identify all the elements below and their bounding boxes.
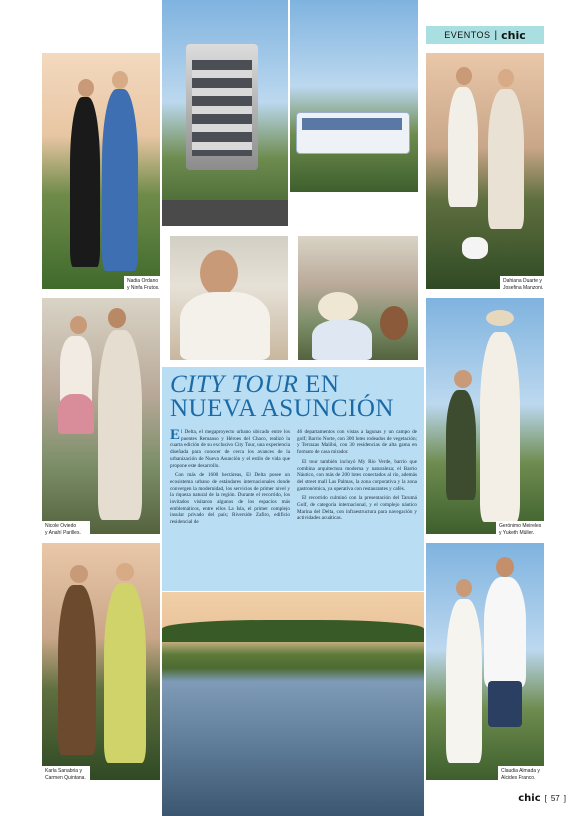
- person-figure: [488, 89, 524, 229]
- footer-bracket: [: [544, 794, 547, 803]
- photo-bus-passengers: [298, 236, 418, 360]
- photo-caption: Dahiana Duarte y Josefina Manzoni.: [500, 276, 550, 293]
- building-windows: [192, 60, 252, 156]
- person-head: [456, 579, 472, 597]
- person-head: [78, 79, 94, 97]
- person-head: [456, 67, 472, 85]
- title-line-2: NUEVA ASUNCIÓN: [170, 395, 394, 422]
- title-rest: EN: [298, 371, 340, 398]
- photo-lake: [162, 592, 424, 816]
- person-figure: [104, 583, 146, 763]
- article-paragraph: El tour también incluyó My Río Verde, barrio que combina arquitectura moderna y naturaleza; el Barrio Náutico, con más de 200 lotes conectados al río, además del street mall Las Palmas, la zona corporativa y la zona gastronómica, ya operativa con restaurantes y cafés.: [297, 458, 417, 492]
- article-title: [170, 373, 420, 421]
- photo-caption: Nadia Ordano y Ninfa Frutos.: [124, 276, 166, 293]
- title-italic: CITY TOUR: [170, 371, 299, 398]
- article-panel: [162, 367, 424, 591]
- article-paragraph: El recorrido culminó con la presentación del Tarumá Golf, de categoría internacional, y el complejo náutico Marina del Delta, con infraestructura para navegación y actividades acuáticas.: [297, 495, 417, 522]
- person-figure: [180, 292, 270, 360]
- drop-cap: E: [170, 427, 181, 443]
- person-shorts: [488, 681, 522, 727]
- person-head: [70, 565, 88, 583]
- bus-windows: [302, 118, 402, 130]
- person-head: [200, 250, 238, 296]
- article-column-2: [297, 429, 417, 529]
- person-figure: [70, 97, 100, 267]
- page-footer: [518, 793, 566, 804]
- photo-couple: [426, 543, 544, 780]
- photo-two-women-2: [42, 298, 160, 534]
- header-separator: |: [494, 29, 498, 41]
- photo-women-with-dog: [426, 53, 544, 289]
- photo-woman-and-boy: [426, 298, 544, 534]
- person-figure: [312, 320, 372, 360]
- section-label: EVENTOS: [444, 30, 491, 40]
- person-figure: [102, 89, 138, 271]
- photo-caption: Karla Sanabria y Carmen Quintana.: [42, 766, 90, 783]
- photo-woman-sunglasses: [170, 236, 288, 360]
- person-hat: [486, 310, 514, 326]
- person-head: [498, 69, 514, 87]
- person-head: [116, 563, 134, 581]
- person-skirt: [58, 394, 94, 434]
- photo-two-women-1: [42, 53, 160, 289]
- footer-bracket-close: ]: [563, 794, 566, 803]
- article-paragraph: Con más de 1600 hectáreas, El Delta posee un ecosistema urbano de estándares internacionales donde convergen la modernidad, los servicios de primer nivel y la riqueza natural de la región. Durante el recorrido, los invitados visitaron algunos de los espacios más emblemáticos, entre ellos La Isla, el primer complejo insular privado del país; Riverside Zafiro, edificio residencial de: [170, 472, 290, 526]
- person-figure: [98, 330, 142, 520]
- person-head: [454, 370, 472, 388]
- photo-two-women-3: [42, 543, 160, 780]
- person-figure: [58, 585, 96, 755]
- article-paragraph: l Delta, el megaproyecto urbano ubicado entre los puentes Remanso y Héroes del Chaco, realizó la cuarta edición de su exclusivo City Tour, una experiencia diseñada para conocer de cerca los avances de la urbanización de Nueva Asunción y el estilo de vida que propone este desarrollo.: [170, 429, 290, 469]
- road-shape: [162, 200, 288, 226]
- person-figure: [446, 599, 482, 763]
- photo-caption: Claudia Almada y Alcides Franco.: [498, 766, 550, 783]
- page-number: 57: [550, 794, 560, 803]
- person-figure: [480, 332, 520, 522]
- person-head: [380, 306, 408, 340]
- person-figure: [446, 390, 476, 500]
- person-head: [112, 71, 128, 89]
- person-hat: [318, 292, 358, 322]
- article-paragraph: 46 departamentos con vistas a lagunas y un campo de golf; Barrio Norte, con 300 lotes rodeados de vegetación; y Terrazas Malibú, con 30 residencias de alta gama en formato de casa mirador.: [297, 429, 417, 456]
- photo-tour-bus: [290, 0, 418, 192]
- footer-brand: chic: [518, 793, 541, 804]
- photo-caption: Gerónimo Meireles y Yuketh Müller.: [496, 521, 550, 538]
- brand-logo: chic: [501, 28, 526, 42]
- person-head: [70, 316, 87, 334]
- article-columns: [170, 429, 418, 529]
- photo-caption: Nicole Oviedo y Anahí Parilles.: [42, 521, 90, 538]
- photo-building: [162, 0, 288, 226]
- person-figure: [448, 87, 478, 207]
- person-head: [496, 557, 514, 577]
- section-header: [426, 26, 544, 44]
- tree-line: [162, 620, 424, 642]
- person-figure: [484, 577, 526, 687]
- dog-shape: [462, 237, 488, 259]
- person-head: [108, 308, 126, 328]
- article-column-1: [170, 429, 290, 529]
